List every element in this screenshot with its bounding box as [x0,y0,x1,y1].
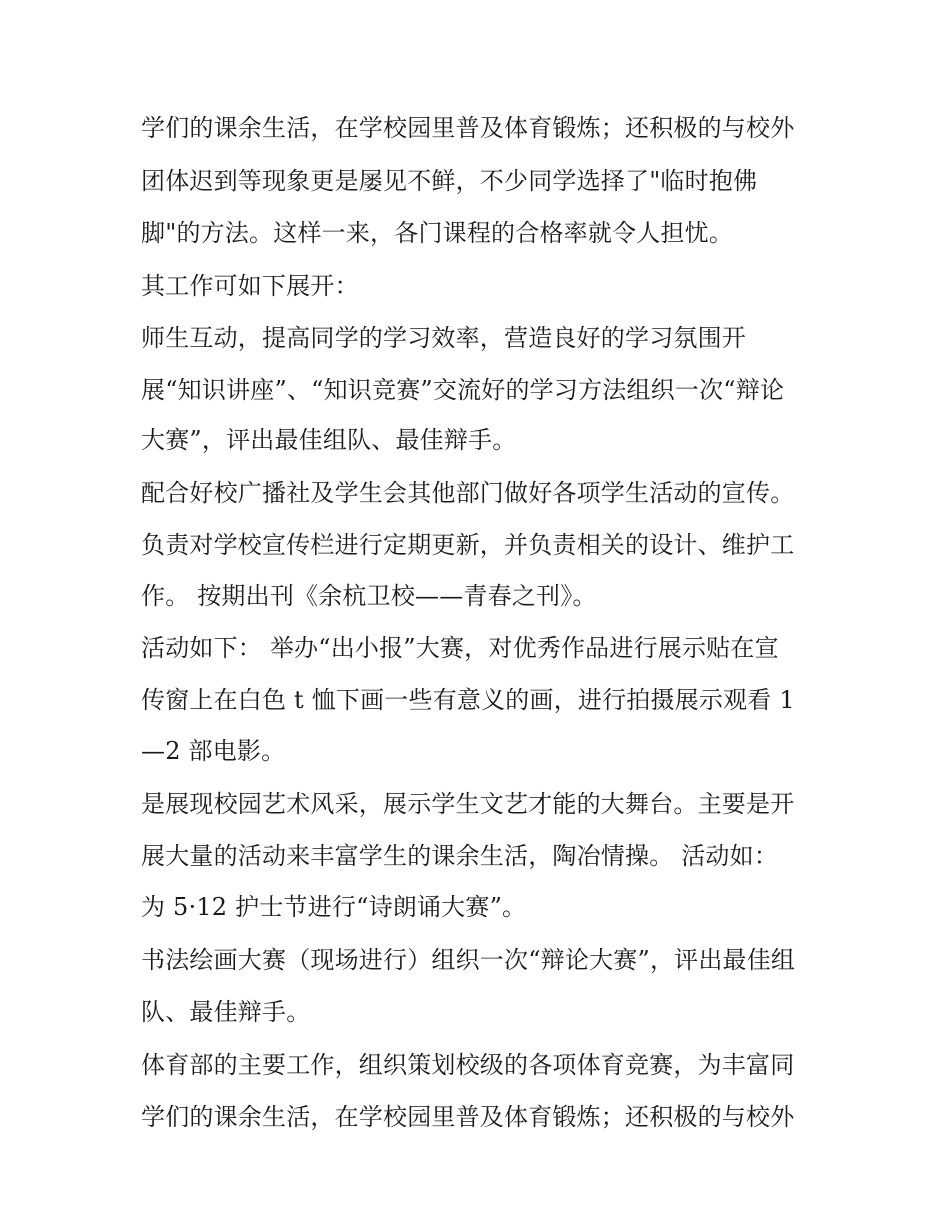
text-line: 展大量的活动来丰富学生的课余生活，陶冶情操。 活动如： [141,842,779,870]
text-line: 团体迟到等现象更是屡见不鲜，不少同学选择了"临时抱佛 [141,167,758,195]
text-line: 展“知识讲座”、“知识竞赛”交流好的学习方法组织一次“辩论 [141,376,785,404]
text-line: 书法绘画大赛（现场进行）组织一次“辩论大赛”，评出最佳组 [141,946,796,974]
text-line: 脚"的方法。这样一来，各门课程的合格率就令人担忧。 [141,219,734,247]
text-line: 学们的课余生活，在学校园里普及体育锻炼；还积极的与校外 [141,114,795,142]
text-line: 是展现校园艺术风采，展示学生文艺才能的大舞台。主要是开 [141,790,795,818]
text-line: 传窗上在白色 t 恤下画一些有意义的画，进行拍摄展示观看 1 [141,686,795,714]
text-line: 负责对学校宣传栏进行定期更新，并负责相关的设计、维护工 [141,531,795,559]
text-line: 学们的课余生活，在学校园里普及体育锻炼；还积极的与校外 [141,1103,795,1131]
text-line: 其工作可如下展开： [141,272,359,300]
text-line: 大赛”，评出最佳组队、最佳辩手。 [141,426,517,454]
text-line: —2 部电影。 [141,737,286,765]
text-line: 活动如下： 举办“出小报”大赛，对优秀作品进行展示贴在宣 [141,634,779,662]
text-line: 体育部的主要工作，组织策划校级的各项体育竞赛，为丰富同 [141,1051,795,1079]
text-line: 师生互动，提高同学的学习效率，营造良好的学习氛围开 [141,324,746,352]
text-line: 作。 按期出刊《余杭卫校——青春之刊》。 [141,582,597,610]
text-line: 为 5·12 护士节进行“诗朗诵大赛”。 [141,893,527,921]
text-line: 队、最佳辩手。 [141,998,311,1026]
text-line: 配合好校广播社及学生会其他部门做好各项学生活动的宣传。 [141,479,795,507]
